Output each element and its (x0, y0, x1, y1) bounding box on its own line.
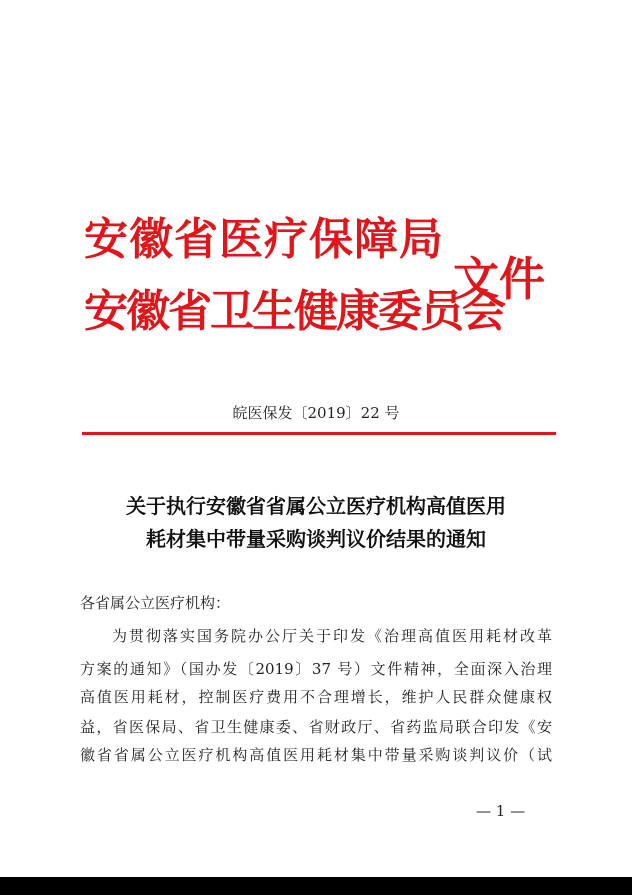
bottom-black-bar (0, 877, 632, 895)
issuer-line-2: 安徽省卫生健康委员会 (84, 286, 504, 337)
document-title-line-2: 耗材集中带量采购谈判议价结果的通知 (146, 527, 486, 551)
issuer-line-1: 安徽省医疗保障局 (84, 214, 444, 265)
document-number: 皖医保发〔2019〕22 号 (232, 404, 400, 422)
body-line-4: 益，省医保局、省卫生健康委、省财政厅、省药监局联合印发《安 (80, 718, 552, 736)
body-line-2: 方案的通知》（国办发〔2019〕37 号）文件精神，全面深入治理 (80, 660, 552, 678)
page-number: — 1 — (476, 802, 526, 820)
body-line-1: 为贯彻落实国务院办公厅关于印发《治理高值医用耗材改革 (112, 627, 552, 645)
salutation: 各省属公立医疗机构： (80, 594, 231, 612)
body-line-3: 高值医用耗材，控制医疗费用不合理增长，维护人民群众健康权 (80, 688, 552, 706)
document-type-label: 文件 (453, 252, 545, 306)
red-divider-line (82, 432, 556, 435)
body-line-5: 徽省省属公立医疗机构高值医用耗材集中带量采购谈判议价（试 (80, 746, 552, 764)
document-title-line-1: 关于执行安徽省省属公立医疗机构高值医用 (126, 494, 506, 518)
